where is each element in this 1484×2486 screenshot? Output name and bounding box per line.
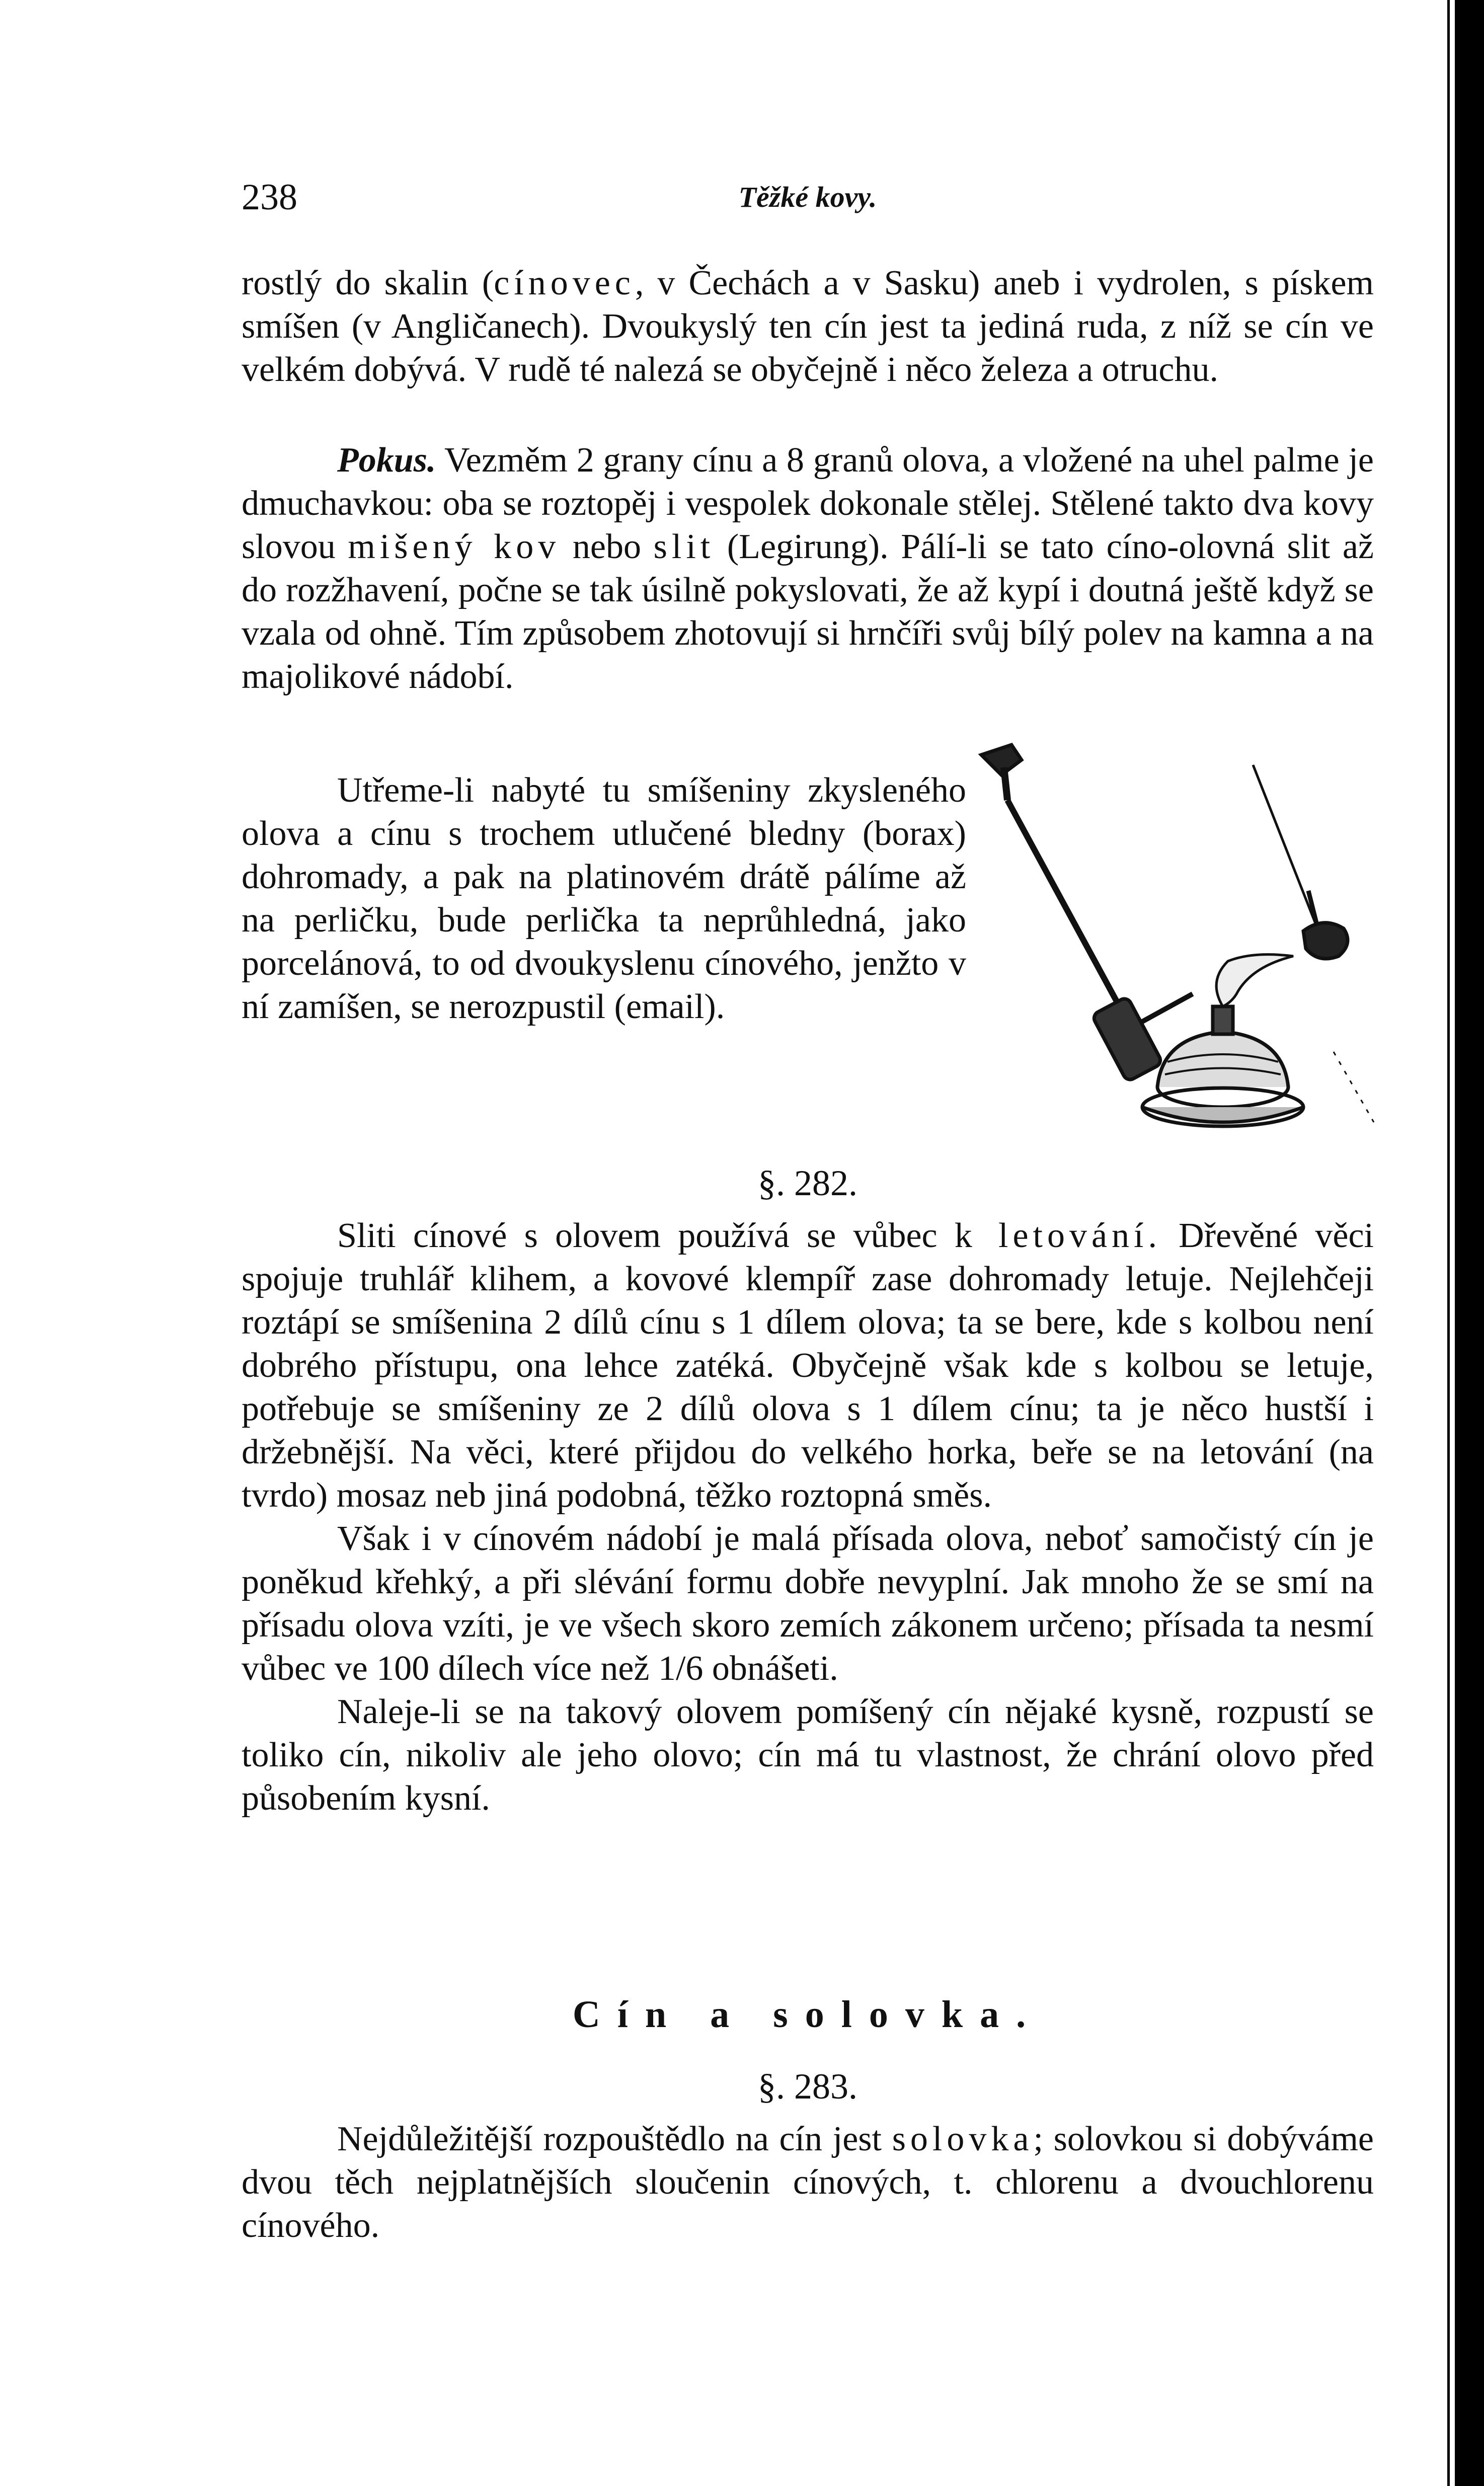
spaced-term: k letování. bbox=[954, 1216, 1161, 1255]
spaced-term: cínovec bbox=[494, 264, 635, 302]
section-283: §. 283. Nejdůležitější rozpouštědlo na cín jest solovka; solovkou si dobýváme dvou těch nejplatnějších sloučenin cínových, t. chlorenu a dvouchlorenu cínového. bbox=[242, 2066, 1374, 2245]
fraction: 1/6 bbox=[658, 1649, 704, 1688]
page-header bbox=[242, 176, 1374, 221]
paragraph-experiment: Pokus. Vezměm 2 grany cínu a 8 granů olova, a vložené na uhel palme je dmuchavkou: oba se roztopěj i vespolek dokonale stělej. Stělené takto dva kovy slovou mišený kov nebo slit (Legirung). Pálí-li se tato cíno-olovná slit až do rozžhavení, počne se tak úsilně pokyslovati, že až kypí i doutná ještě když se vzala od ohně. Tím způsobem zhotovují si hrnčíři svůj bílý polev na kamna a na majolikové nádobí. bbox=[242, 441, 1374, 696]
paragraph-bead-test: Utřeme-li nabyté tu smíšeniny zkysleného olova a cínu s trochem utlučené bledny (borax) dohromady, a pak na platinovém drátě pálíme až na perličku, bude perlička ta neprůhledná, jako porcelánová, to od dvoukyslenu cínového, jenžto v ní zamíšen, se nerozpustil (email). bbox=[242, 771, 966, 1026]
page-edge-bar bbox=[1455, 0, 1484, 2486]
section-heading: §. 282. bbox=[758, 1163, 857, 1203]
page-edge-line bbox=[1447, 0, 1450, 2486]
blowpipe-lamp-illustration bbox=[971, 740, 1389, 1162]
section-title-block bbox=[242, 1993, 1374, 2037]
paragraph-intro: rostlý do skalin (cínovec, v Čechách a v Sasku) aneb i vydrolen, s pískem smíšen (v Angličanech). Dvoukyslý ten cín jest ta jediná ruda, z níž se cín ve velkém dobývá. V rudě té nalezá se obyčejně i něco železa a otruchu. bbox=[242, 264, 1374, 389]
spaced-term: mišený kov bbox=[348, 527, 561, 566]
section-title: Cín a solovka. bbox=[572, 1993, 1043, 2036]
spaced-term: solovka bbox=[892, 2120, 1034, 2158]
spaced-term: slit bbox=[653, 527, 715, 566]
running-title: Těžké kovy. bbox=[738, 181, 877, 213]
page-number: 238 bbox=[242, 177, 297, 218]
section-282: §. 282. Sliti cínové s olovem používá se vůbec k letování. Dřevěné věci spojuje truhlář klihem, a kovové klempíř zase dohromady letuje. Nejlehčeji roztápí se smíšenina 2 dílů cínu s 1 dílem olova; ta se bere, kde s kolbou není dobrého přístupu, ona lehce zatéká. Obyčejně však kde s kolbou se letuje, potřebuje se smíšeniny ze 2 dílů olova s 1 dílem cínu; ta je něco hustší i držebnější. Na věci, které přijdou do velkého horka, beře se na letování (na tvrdo) mosaz neb jiná podobná, těžko roztopná směs. Však i v cínovém nádobí je malá přísada olova, neboť samočistý cín je poněkud křehký, a při slévání formu dobře nevyplní. Jak mnoho že se smí na přísadu olova vzíti, je ve všech skoro zemích zákonem určeno; přísada ta nesmí vůbec ve 100 dílech více než 1/6 obnášeti. Naleje-li se na takový olovem pomíšený cín nějaké kysně, rozpustí se toliko cín, nikoliv ale jeho olovo; cín má tu vlastnost, že chrání olovo před působením kysní. bbox=[242, 1163, 1374, 1818]
experiment-label: Pokus. bbox=[337, 441, 436, 480]
section-heading: §. 283. bbox=[758, 2066, 857, 2107]
